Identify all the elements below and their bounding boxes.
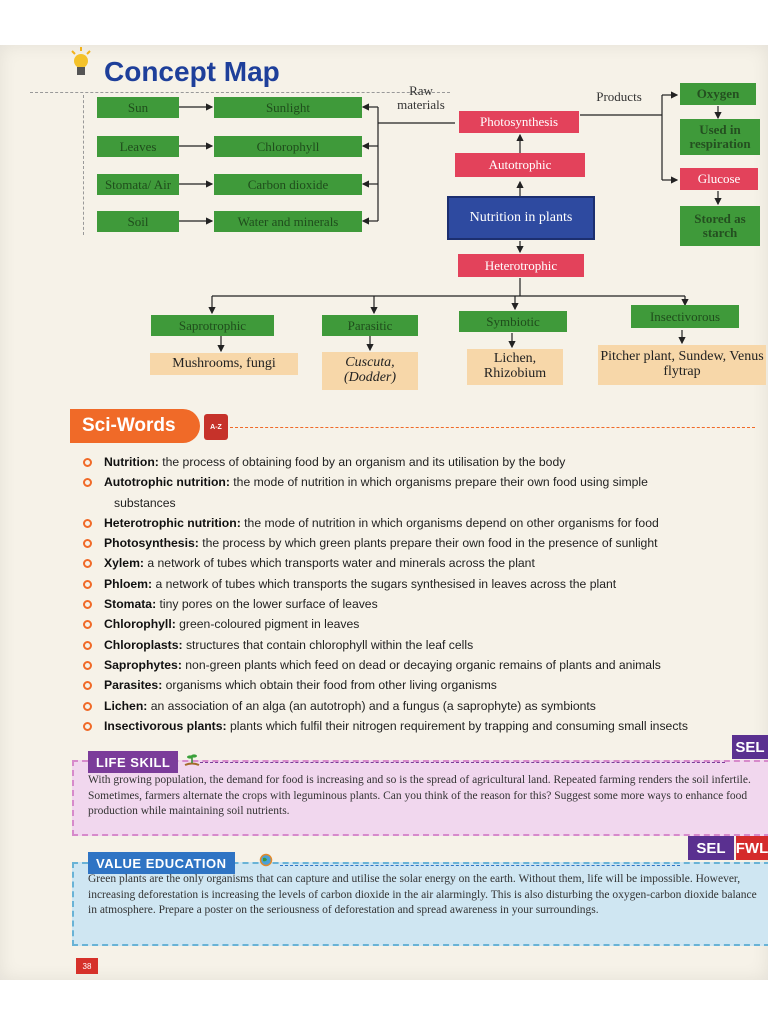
value-education-divider (280, 865, 680, 866)
fwl-badge: FWL (736, 836, 768, 860)
page-number: 38 (76, 958, 98, 974)
definition: the mode of nutrition in which organisms prepare their own food using simple (233, 475, 648, 490)
node-stomata-air: Stomata/ Air (97, 174, 179, 195)
label-products: Products (596, 89, 642, 104)
node-nutrition-in-plants: Nutrition in plants (447, 196, 595, 240)
definition: tiny pores on the lower surface of leaves (159, 597, 378, 612)
example-insectivorous: Pitcher plant, Sundew, Venus flytrap (598, 345, 766, 385)
life-skill-text: With growing population, the demand for food is increasing and so is the spread of agricultural land. Repeated farming renders the soil infertile. Sometimes, farmers alternate the crops with leguminous plants. Can you think of the reason for this? Suggest some more ways to enhance food production while maintaining soil nutrients. (88, 774, 751, 817)
example-saprotrophic: Mushrooms, fungi (150, 353, 298, 375)
list-item (80, 696, 765, 716)
definition: structures that contain chlorophyll within the leaf cells (185, 637, 474, 652)
definition: organisms which obtain their food from other living organisms (165, 678, 497, 693)
list-item (80, 574, 765, 594)
node-water-minerals: Water and minerals (214, 211, 362, 232)
value-education-title: VALUE EDUCATION (96, 855, 227, 871)
sci-words-divider (230, 427, 755, 428)
node-parasitic: Parasitic (322, 315, 418, 336)
sci-words-heading: Sci-Words (70, 409, 200, 443)
definition-continued: substances (114, 495, 176, 510)
hand-plant-icon (184, 753, 200, 767)
node-photosynthesis: Photosynthesis (459, 111, 579, 133)
list-item (80, 716, 765, 736)
example-symbiotic: Lichen, Rhizobium (467, 349, 563, 385)
term: Insectivorous plants: (104, 718, 227, 733)
term: Lichen: (104, 698, 148, 713)
life-skill-heading (88, 751, 178, 773)
definition: the process by which green plants prepare their own food in the presence of sunlight (202, 536, 658, 551)
node-carbon-dioxide: Carbon dioxide (214, 174, 362, 195)
label-raw-materials: Raw materials (397, 83, 445, 112)
node-autotrophic: Autotrophic (455, 153, 585, 177)
value-education-heading (88, 852, 235, 874)
sel-badge: SEL (732, 735, 768, 759)
node-heterotrophic: Heterotrophic (458, 254, 584, 277)
life-skill-divider (200, 762, 725, 763)
value-education-text: Green plants are the only organisms that can capture and utilise the solar energy on the earth. Without them, life will be impossible. However, increasing deforestation is increasing the levels of carbon dioxide in the air alarmingly. This is also disturbing the oxygen-carbon dioxide balance in atmosphere. Prepare a poster on the seriousness of deforestation and spread awareness in your surroundings. (88, 873, 757, 916)
list-item (80, 452, 765, 472)
term: Phloem: (104, 576, 153, 591)
concept-map-title: Concept Map (104, 56, 280, 87)
list-item (80, 675, 765, 695)
definition: green-coloured pigment in leaves (179, 617, 360, 632)
term: Chlorophyll: (104, 617, 176, 632)
list-item (80, 594, 765, 614)
node-saprotrophic: Saprotrophic (151, 315, 274, 336)
node-sun: Sun (97, 97, 179, 118)
definition: the mode of nutrition in which organisms depend on other organisms for food (244, 515, 659, 530)
definition: a network of tubes which transports the sugars synthesised in leaves across the plant (155, 576, 617, 591)
node-chlorophyll: Chlorophyll (214, 136, 362, 157)
term: Nutrition: (104, 455, 159, 469)
node-oxygen: Oxygen (680, 83, 756, 105)
sci-words-list (80, 452, 765, 736)
term: Photosynthesis: (104, 536, 199, 551)
globe-hands-icon (258, 853, 274, 867)
node-glucose: Glucose (680, 168, 758, 190)
list-item (80, 655, 765, 675)
node-leaves: Leaves (97, 136, 179, 157)
list-item (80, 553, 765, 573)
term: Saprophytes: (104, 657, 182, 672)
list-item (80, 635, 765, 655)
a-z-book-icon: A-Z (204, 414, 228, 440)
node-used-in-respiration: Used in respiration (680, 119, 760, 155)
list-item (80, 614, 765, 634)
term: Chloroplasts: (104, 637, 183, 652)
node-symbiotic: Symbiotic (459, 311, 567, 332)
node-stored-as-starch: Stored as starch (680, 206, 760, 246)
list-item (80, 533, 765, 553)
term: Stomata: (104, 597, 157, 612)
term: Xylem: (104, 556, 144, 571)
list-item (80, 513, 765, 533)
concept-map-connectors (0, 0, 768, 400)
definition: non-green plants which feed on dead or decaying organic remains of plants and animals (185, 657, 661, 672)
definition: a network of tubes which transports water and minerals across the plant (147, 556, 535, 571)
definition: an association of an alga (an autotroph) and a fungus (a saprophyte) as symbionts (150, 698, 596, 713)
example-parasitic: Cuscuta, (Dodder) (322, 352, 418, 390)
sel-badge: SEL (688, 836, 734, 860)
definition: plants which fulfil their nitrogen requirement by trapping and consuming small insects (229, 718, 688, 733)
term: Heterotrophic nutrition: (104, 515, 241, 530)
node-insectivorous: Insectivorous (631, 305, 739, 328)
life-skill-title: LIFE SKILL (96, 754, 171, 770)
term: Autotrophic nutrition: (104, 475, 230, 490)
list-item (80, 472, 765, 513)
node-sunlight: Sunlight (214, 97, 362, 118)
definition: the process of obtaining food by an organism and its utilisation by the body (162, 455, 566, 469)
term: Parasites: (104, 678, 163, 693)
node-soil: Soil (97, 211, 179, 232)
